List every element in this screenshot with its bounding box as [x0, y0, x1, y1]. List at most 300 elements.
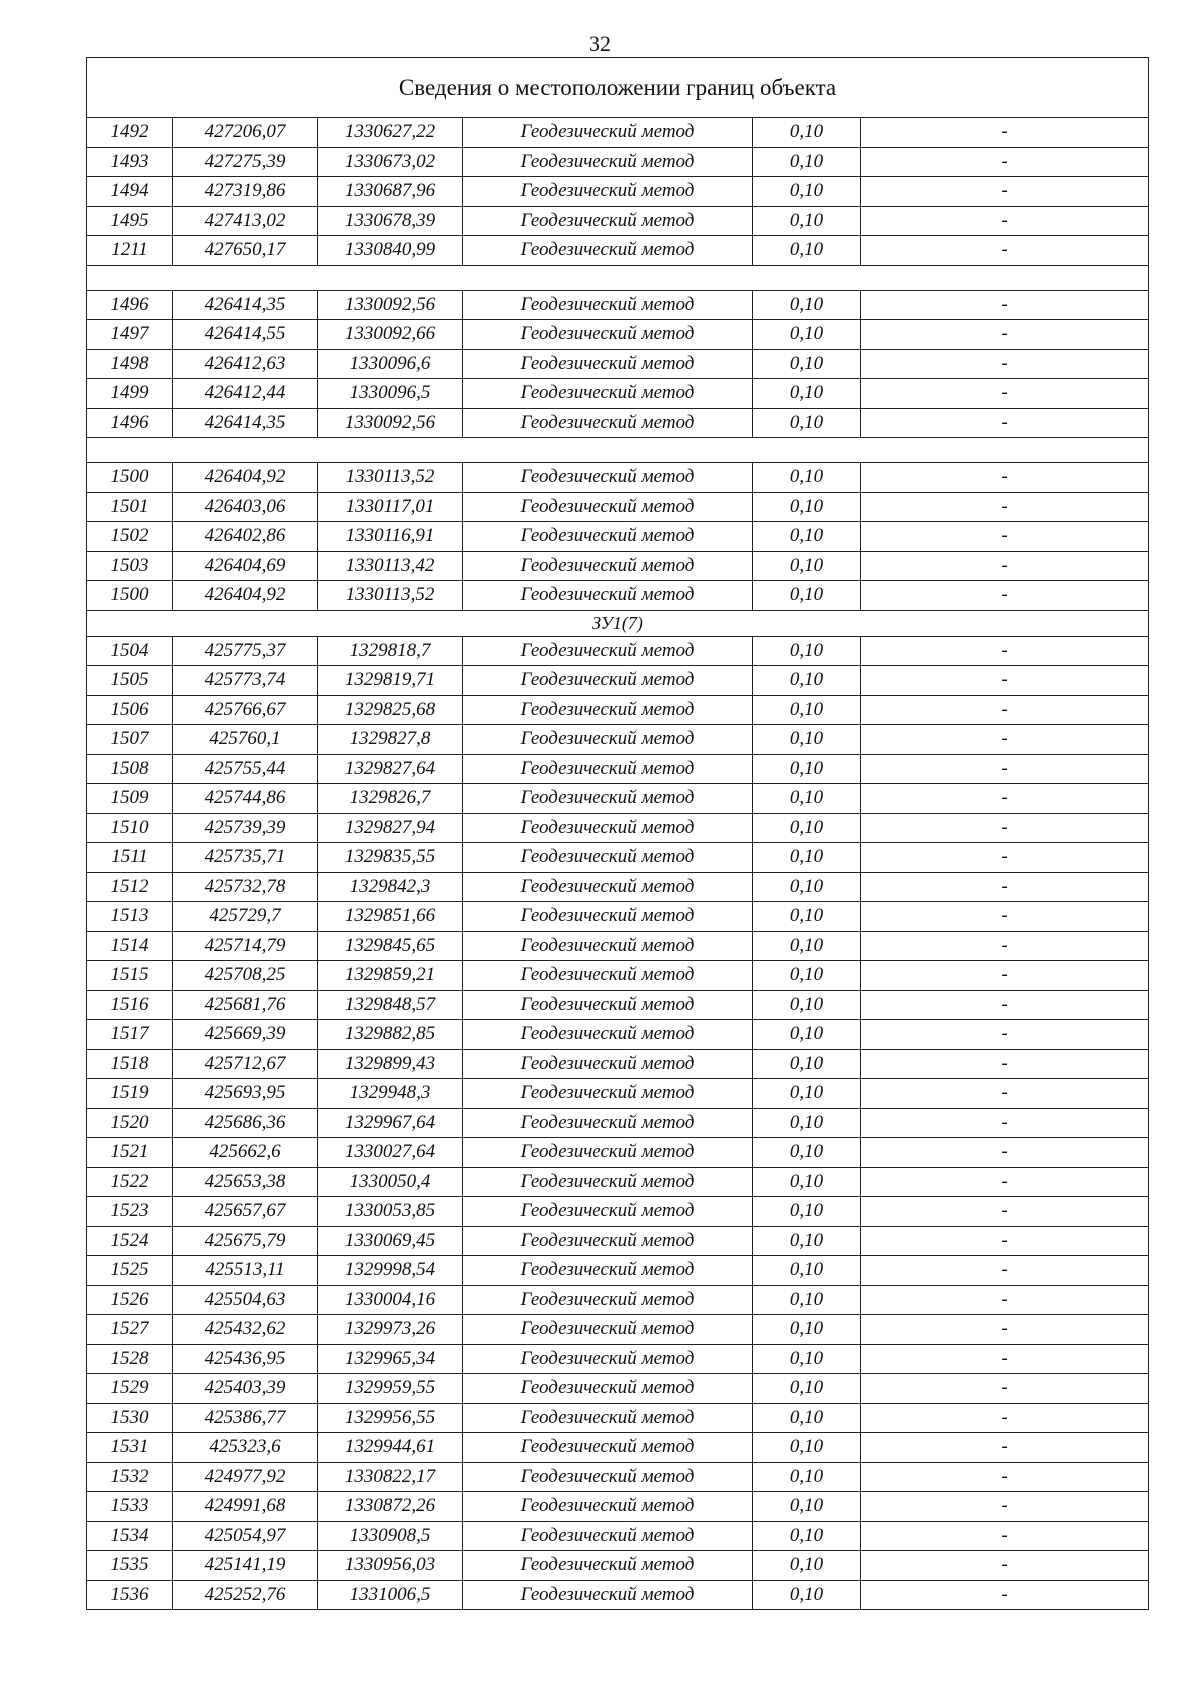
table-row [87, 1521, 1149, 1551]
table-row [87, 522, 1149, 552]
table-row [87, 843, 1149, 873]
y-coordinate-cell: 1330678,39 [318, 206, 463, 236]
description-cell: - [861, 1344, 1149, 1374]
y-coordinate-cell: 1329959,55 [318, 1374, 463, 1404]
method-cell: Геодезический метод [463, 695, 753, 725]
accuracy-cell: 0,10 [753, 581, 861, 611]
table-row [87, 1433, 1149, 1463]
separator-cell [87, 265, 1149, 290]
method-cell: Геодезический метод [463, 206, 753, 236]
accuracy-cell: 0,10 [753, 290, 861, 320]
y-coordinate-cell: 1329973,26 [318, 1315, 463, 1345]
x-coordinate-cell: 425686,36 [173, 1108, 318, 1138]
table-row [87, 379, 1149, 409]
table-title-row [87, 58, 1149, 118]
table-row [87, 872, 1149, 902]
separator-row [87, 438, 1149, 463]
point-number-cell: 1497 [87, 320, 173, 350]
x-coordinate-cell: 425513,11 [173, 1256, 318, 1286]
y-coordinate-cell: 1329967,64 [318, 1108, 463, 1138]
y-coordinate-cell: 1329842,3 [318, 872, 463, 902]
point-number-cell: 1510 [87, 813, 173, 843]
table-row [87, 1315, 1149, 1345]
method-cell: Геодезический метод [463, 236, 753, 266]
x-coordinate-cell: 425708,25 [173, 961, 318, 991]
point-number-cell: 1513 [87, 902, 173, 932]
point-number-cell: 1511 [87, 843, 173, 873]
x-coordinate-cell: 425669,39 [173, 1020, 318, 1050]
y-coordinate-cell: 1330687,96 [318, 177, 463, 207]
point-number-cell: 1520 [87, 1108, 173, 1138]
point-number-cell: 1534 [87, 1521, 173, 1551]
y-coordinate-cell: 1330096,6 [318, 349, 463, 379]
description-cell: - [861, 1256, 1149, 1286]
description-cell: - [861, 1374, 1149, 1404]
accuracy-cell: 0,10 [753, 1403, 861, 1433]
y-coordinate-cell: 1329818,7 [318, 636, 463, 666]
table-row [87, 902, 1149, 932]
method-cell: Геодезический метод [463, 872, 753, 902]
y-coordinate-cell: 1329882,85 [318, 1020, 463, 1050]
method-cell: Геодезический метод [463, 1374, 753, 1404]
y-coordinate-cell: 1330822,17 [318, 1462, 463, 1492]
table-row [87, 177, 1149, 207]
description-cell: - [861, 290, 1149, 320]
x-coordinate-cell: 427413,02 [173, 206, 318, 236]
y-coordinate-cell: 1330840,99 [318, 236, 463, 266]
table-row [87, 784, 1149, 814]
accuracy-cell: 0,10 [753, 695, 861, 725]
point-number-cell: 1519 [87, 1079, 173, 1109]
description-cell: - [861, 320, 1149, 350]
description-cell: - [861, 349, 1149, 379]
table-row [87, 118, 1149, 148]
method-cell: Геодезический метод [463, 931, 753, 961]
description-cell: - [861, 813, 1149, 843]
x-coordinate-cell: 424991,68 [173, 1492, 318, 1522]
x-coordinate-cell: 426404,69 [173, 551, 318, 581]
point-number-cell: 1501 [87, 492, 173, 522]
accuracy-cell: 0,10 [753, 1462, 861, 1492]
y-coordinate-cell: 1330096,5 [318, 379, 463, 409]
x-coordinate-cell: 426412,44 [173, 379, 318, 409]
x-coordinate-cell: 426403,06 [173, 492, 318, 522]
y-coordinate-cell: 1330113,42 [318, 551, 463, 581]
y-coordinate-cell: 1330113,52 [318, 463, 463, 493]
accuracy-cell: 0,10 [753, 551, 861, 581]
method-cell: Геодезический метод [463, 1285, 753, 1315]
point-number-cell: 1529 [87, 1374, 173, 1404]
accuracy-cell: 0,10 [753, 1256, 861, 1286]
y-coordinate-cell: 1329965,34 [318, 1344, 463, 1374]
x-coordinate-cell: 427206,07 [173, 118, 318, 148]
point-number-cell: 1498 [87, 349, 173, 379]
y-coordinate-cell: 1329825,68 [318, 695, 463, 725]
method-cell: Геодезический метод [463, 1403, 753, 1433]
y-coordinate-cell: 1329956,55 [318, 1403, 463, 1433]
table-row [87, 1167, 1149, 1197]
point-number-cell: 1505 [87, 666, 173, 696]
method-cell: Геодезический метод [463, 408, 753, 438]
description-cell: - [861, 1020, 1149, 1050]
point-number-cell: 1528 [87, 1344, 173, 1374]
y-coordinate-cell: 1330092,66 [318, 320, 463, 350]
description-cell: - [861, 754, 1149, 784]
table-row [87, 1138, 1149, 1168]
description-cell: - [861, 695, 1149, 725]
point-number-cell: 1515 [87, 961, 173, 991]
accuracy-cell: 0,10 [753, 990, 861, 1020]
table-row [87, 1256, 1149, 1286]
y-coordinate-cell: 1329859,21 [318, 961, 463, 991]
x-coordinate-cell: 427275,39 [173, 147, 318, 177]
point-number-cell: 1525 [87, 1256, 173, 1286]
method-cell: Геодезический метод [463, 147, 753, 177]
y-coordinate-cell: 1329827,8 [318, 725, 463, 755]
accuracy-cell: 0,10 [753, 1285, 861, 1315]
x-coordinate-cell: 425436,95 [173, 1344, 318, 1374]
x-coordinate-cell: 425739,39 [173, 813, 318, 843]
x-coordinate-cell: 426414,35 [173, 290, 318, 320]
y-coordinate-cell: 1330116,91 [318, 522, 463, 552]
description-cell: - [861, 990, 1149, 1020]
description-cell: - [861, 492, 1149, 522]
table-row [87, 551, 1149, 581]
accuracy-cell: 0,10 [753, 902, 861, 932]
table-row [87, 236, 1149, 266]
accuracy-cell: 0,10 [753, 1197, 861, 1227]
x-coordinate-cell: 424977,92 [173, 1462, 318, 1492]
y-coordinate-cell: 1329851,66 [318, 902, 463, 932]
accuracy-cell: 0,10 [753, 379, 861, 409]
description-cell: - [861, 1079, 1149, 1109]
x-coordinate-cell: 425141,19 [173, 1551, 318, 1581]
description-cell: - [861, 1138, 1149, 1168]
method-cell: Геодезический метод [463, 754, 753, 784]
x-coordinate-cell: 425773,74 [173, 666, 318, 696]
y-coordinate-cell: 1329835,55 [318, 843, 463, 873]
y-coordinate-cell: 1329827,64 [318, 754, 463, 784]
method-cell: Геодезический метод [463, 290, 753, 320]
table-row [87, 813, 1149, 843]
x-coordinate-cell: 426412,63 [173, 349, 318, 379]
x-coordinate-cell: 425675,79 [173, 1226, 318, 1256]
description-cell: - [861, 666, 1149, 696]
description-cell: - [861, 902, 1149, 932]
separator-cell [87, 438, 1149, 463]
point-number-cell: 1530 [87, 1403, 173, 1433]
description-cell: - [861, 147, 1149, 177]
method-cell: Геодезический метод [463, 581, 753, 611]
point-number-cell: 1499 [87, 379, 173, 409]
table-row [87, 725, 1149, 755]
point-number-cell: 1512 [87, 872, 173, 902]
section-label: ЗУ1(7) [87, 610, 1149, 636]
description-cell: - [861, 872, 1149, 902]
y-coordinate-cell: 1330069,45 [318, 1226, 463, 1256]
description-cell: - [861, 1492, 1149, 1522]
accuracy-cell: 0,10 [753, 636, 861, 666]
method-cell: Геодезический метод [463, 1138, 753, 1168]
accuracy-cell: 0,10 [753, 1433, 861, 1463]
method-cell: Геодезический метод [463, 1462, 753, 1492]
method-cell: Геодезический метод [463, 1492, 753, 1522]
x-coordinate-cell: 425504,63 [173, 1285, 318, 1315]
method-cell: Геодезический метод [463, 522, 753, 552]
method-cell: Геодезический метод [463, 1551, 753, 1581]
y-coordinate-cell: 1330004,16 [318, 1285, 463, 1315]
accuracy-cell: 0,10 [753, 1315, 861, 1345]
point-number-cell: 1504 [87, 636, 173, 666]
x-coordinate-cell: 425681,76 [173, 990, 318, 1020]
accuracy-cell: 0,10 [753, 961, 861, 991]
accuracy-cell: 0,10 [753, 813, 861, 843]
method-cell: Геодезический метод [463, 1020, 753, 1050]
accuracy-cell: 0,10 [753, 236, 861, 266]
accuracy-cell: 0,10 [753, 408, 861, 438]
y-coordinate-cell: 1329944,61 [318, 1433, 463, 1463]
accuracy-cell: 0,10 [753, 1521, 861, 1551]
x-coordinate-cell: 425744,86 [173, 784, 318, 814]
point-number-cell: 1506 [87, 695, 173, 725]
point-number-cell: 1516 [87, 990, 173, 1020]
x-coordinate-cell: 425775,37 [173, 636, 318, 666]
accuracy-cell: 0,10 [753, 1344, 861, 1374]
description-cell: - [861, 379, 1149, 409]
table-row [87, 1462, 1149, 1492]
point-number-cell: 1526 [87, 1285, 173, 1315]
y-coordinate-cell: 1330673,02 [318, 147, 463, 177]
method-cell: Геодезический метод [463, 784, 753, 814]
x-coordinate-cell: 426404,92 [173, 581, 318, 611]
accuracy-cell: 0,10 [753, 754, 861, 784]
table-title: Сведения о местоположении границ объекта [87, 58, 1149, 118]
description-cell: - [861, 1226, 1149, 1256]
accuracy-cell: 0,10 [753, 1226, 861, 1256]
y-coordinate-cell: 1330908,5 [318, 1521, 463, 1551]
point-number-cell: 1502 [87, 522, 173, 552]
description-cell: - [861, 1521, 1149, 1551]
y-coordinate-cell: 1330956,03 [318, 1551, 463, 1581]
point-number-cell: 1532 [87, 1462, 173, 1492]
point-number-cell: 1509 [87, 784, 173, 814]
accuracy-cell: 0,10 [753, 1167, 861, 1197]
point-number-cell: 1527 [87, 1315, 173, 1345]
accuracy-cell: 0,10 [753, 666, 861, 696]
accuracy-cell: 0,10 [753, 1492, 861, 1522]
description-cell: - [861, 784, 1149, 814]
y-coordinate-cell: 1330117,01 [318, 492, 463, 522]
accuracy-cell: 0,10 [753, 725, 861, 755]
accuracy-cell: 0,10 [753, 349, 861, 379]
table-row [87, 408, 1149, 438]
y-coordinate-cell: 1330092,56 [318, 408, 463, 438]
table-row [87, 636, 1149, 666]
accuracy-cell: 0,10 [753, 1374, 861, 1404]
method-cell: Геодезический метод [463, 320, 753, 350]
x-coordinate-cell: 425714,79 [173, 931, 318, 961]
method-cell: Геодезический метод [463, 177, 753, 207]
y-coordinate-cell: 1330050,4 [318, 1167, 463, 1197]
accuracy-cell: 0,10 [753, 320, 861, 350]
point-number-cell: 1531 [87, 1433, 173, 1463]
description-cell: - [861, 1197, 1149, 1227]
point-number-cell: 1522 [87, 1167, 173, 1197]
method-cell: Геодезический метод [463, 902, 753, 932]
accuracy-cell: 0,10 [753, 843, 861, 873]
description-cell: - [861, 843, 1149, 873]
method-cell: Геодезический метод [463, 1315, 753, 1345]
description-cell: - [861, 1433, 1149, 1463]
point-number-cell: 1536 [87, 1580, 173, 1610]
y-coordinate-cell: 1329826,7 [318, 784, 463, 814]
x-coordinate-cell: 425653,38 [173, 1167, 318, 1197]
x-coordinate-cell: 426414,55 [173, 320, 318, 350]
x-coordinate-cell: 425693,95 [173, 1079, 318, 1109]
description-cell: - [861, 581, 1149, 611]
x-coordinate-cell: 425662,6 [173, 1138, 318, 1168]
y-coordinate-cell: 1329998,54 [318, 1256, 463, 1286]
point-number-cell: 1503 [87, 551, 173, 581]
table-row [87, 1079, 1149, 1109]
method-cell: Геодезический метод [463, 379, 753, 409]
description-cell: - [861, 1049, 1149, 1079]
method-cell: Геодезический метод [463, 636, 753, 666]
x-coordinate-cell: 425386,77 [173, 1403, 318, 1433]
method-cell: Геодезический метод [463, 725, 753, 755]
point-number-cell: 1495 [87, 206, 173, 236]
point-number-cell: 1521 [87, 1138, 173, 1168]
table-row [87, 581, 1149, 611]
accuracy-cell: 0,10 [753, 206, 861, 236]
table-row [87, 931, 1149, 961]
description-cell: - [861, 408, 1149, 438]
method-cell: Геодезический метод [463, 1344, 753, 1374]
table-row [87, 1551, 1149, 1581]
table-row [87, 666, 1149, 696]
x-coordinate-cell: 425657,67 [173, 1197, 318, 1227]
point-number-cell: 1517 [87, 1020, 173, 1050]
method-cell: Геодезический метод [463, 1167, 753, 1197]
description-cell: - [861, 1580, 1149, 1610]
y-coordinate-cell: 1330627,22 [318, 118, 463, 148]
table-row [87, 961, 1149, 991]
method-cell: Геодезический метод [463, 118, 753, 148]
method-cell: Геодезический метод [463, 1226, 753, 1256]
description-cell: - [861, 236, 1149, 266]
description-cell: - [861, 1108, 1149, 1138]
x-coordinate-cell: 425729,7 [173, 902, 318, 932]
table-row [87, 1374, 1149, 1404]
description-cell: - [861, 725, 1149, 755]
y-coordinate-cell: 1329819,71 [318, 666, 463, 696]
x-coordinate-cell: 425054,97 [173, 1521, 318, 1551]
table-row [87, 1492, 1149, 1522]
y-coordinate-cell: 1329848,57 [318, 990, 463, 1020]
description-cell: - [861, 1403, 1149, 1433]
table-row [87, 1226, 1149, 1256]
table-row [87, 1344, 1149, 1374]
accuracy-cell: 0,10 [753, 784, 861, 814]
y-coordinate-cell: 1329827,94 [318, 813, 463, 843]
accuracy-cell: 0,10 [753, 931, 861, 961]
method-cell: Геодезический метод [463, 1521, 753, 1551]
x-coordinate-cell: 425766,67 [173, 695, 318, 725]
point-number-cell: 1535 [87, 1551, 173, 1581]
method-cell: Геодезический метод [463, 349, 753, 379]
point-number-cell: 1496 [87, 408, 173, 438]
accuracy-cell: 0,10 [753, 463, 861, 493]
method-cell: Геодезический метод [463, 1256, 753, 1286]
table-row [87, 463, 1149, 493]
accuracy-cell: 0,10 [753, 522, 861, 552]
method-cell: Геодезический метод [463, 1580, 753, 1610]
x-coordinate-cell: 426404,92 [173, 463, 318, 493]
x-coordinate-cell: 427650,17 [173, 236, 318, 266]
accuracy-cell: 0,10 [753, 1079, 861, 1109]
description-cell: - [861, 1285, 1149, 1315]
point-number-cell: 1507 [87, 725, 173, 755]
table-row [87, 349, 1149, 379]
table-row [87, 1580, 1149, 1610]
accuracy-cell: 0,10 [753, 1580, 861, 1610]
y-coordinate-cell: 1329845,65 [318, 931, 463, 961]
point-number-cell: 1500 [87, 581, 173, 611]
description-cell: - [861, 551, 1149, 581]
description-cell: - [861, 961, 1149, 991]
accuracy-cell: 0,10 [753, 492, 861, 522]
boundary-coordinates-table [86, 57, 1149, 1610]
y-coordinate-cell: 1330027,64 [318, 1138, 463, 1168]
accuracy-cell: 0,10 [753, 1551, 861, 1581]
method-cell: Геодезический метод [463, 666, 753, 696]
accuracy-cell: 0,10 [753, 147, 861, 177]
accuracy-cell: 0,10 [753, 1108, 861, 1138]
y-coordinate-cell: 1331006,5 [318, 1580, 463, 1610]
x-coordinate-cell: 425432,62 [173, 1315, 318, 1345]
table-row [87, 990, 1149, 1020]
x-coordinate-cell: 426402,86 [173, 522, 318, 552]
point-number-cell: 1496 [87, 290, 173, 320]
description-cell: - [861, 118, 1149, 148]
table-row [87, 1403, 1149, 1433]
table-row [87, 1020, 1149, 1050]
separator-row [87, 265, 1149, 290]
y-coordinate-cell: 1330872,26 [318, 1492, 463, 1522]
method-cell: Геодезический метод [463, 1108, 753, 1138]
y-coordinate-cell: 1330092,56 [318, 290, 463, 320]
y-coordinate-cell: 1329899,43 [318, 1049, 463, 1079]
table-row [87, 695, 1149, 725]
table-body [87, 58, 1149, 1610]
description-cell: - [861, 1462, 1149, 1492]
method-cell: Геодезический метод [463, 463, 753, 493]
accuracy-cell: 0,10 [753, 118, 861, 148]
description-cell: - [861, 177, 1149, 207]
point-number-cell: 1500 [87, 463, 173, 493]
y-coordinate-cell: 1330113,52 [318, 581, 463, 611]
accuracy-cell: 0,10 [753, 1049, 861, 1079]
accuracy-cell: 0,10 [753, 177, 861, 207]
table-row [87, 147, 1149, 177]
point-number-cell: 1533 [87, 1492, 173, 1522]
point-number-cell: 1494 [87, 177, 173, 207]
y-coordinate-cell: 1329948,3 [318, 1079, 463, 1109]
x-coordinate-cell: 425760,1 [173, 725, 318, 755]
point-number-cell: 1492 [87, 118, 173, 148]
point-number-cell: 1211 [87, 236, 173, 266]
method-cell: Геодезический метод [463, 961, 753, 991]
